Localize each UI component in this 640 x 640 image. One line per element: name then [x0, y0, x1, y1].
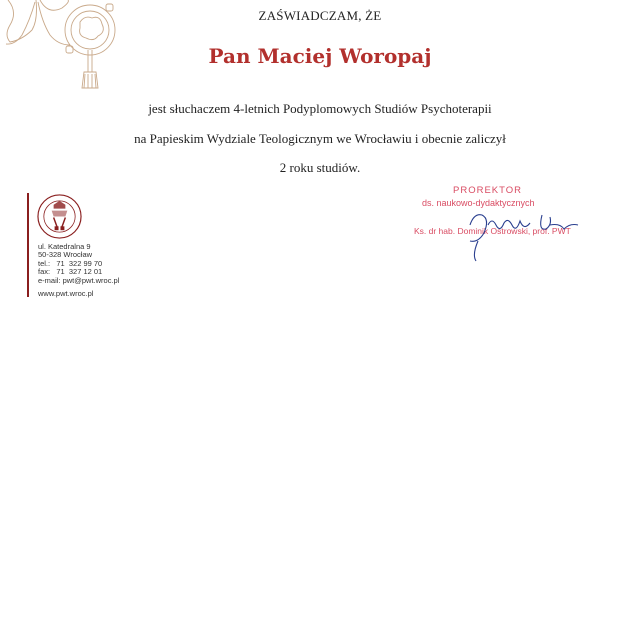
- body-line-2: na Papieskim Wydziale Teologicznym we Wrocławiu i obecnie zaliczył: [134, 131, 506, 146]
- stamp-signer: Ks. dr hab. Dominik Ostrowski, prof. PWT: [414, 226, 571, 236]
- address-phone: tel.: 71 322 99 70: [38, 258, 103, 268]
- body-line-3: 2 roku studiów.: [279, 160, 361, 175]
- address-fax: fax: 71 327 12 01: [38, 267, 103, 277]
- address-street: ul. Katedralna 9: [38, 242, 91, 251]
- university-seal-icon: [36, 193, 83, 240]
- institution-address: [38, 243, 119, 285]
- official-stamp: [400, 185, 580, 265]
- address-email: e-mail: pwt@pwt.wroc.pl: [38, 275, 120, 285]
- accent-divider: [27, 193, 29, 297]
- body-line-1: jest słuchaczem 4-letnich Podyplomowych Studiów Psychoterapii: [148, 101, 492, 116]
- recipient-name: Pan Maciej Woropaj: [208, 44, 432, 68]
- stamp-subtitle: ds. naukowo-dydaktycznych: [422, 198, 535, 208]
- institution-website: www.pwt.wroc.pl: [38, 289, 94, 298]
- handwritten-signature-icon: [460, 203, 580, 263]
- stamp-title: PROREKTOR: [453, 185, 523, 196]
- address-city: 50-328 Wrocław: [38, 250, 93, 260]
- certificate-heading: ZAŚWIADCZAM, ŻE: [258, 8, 382, 23]
